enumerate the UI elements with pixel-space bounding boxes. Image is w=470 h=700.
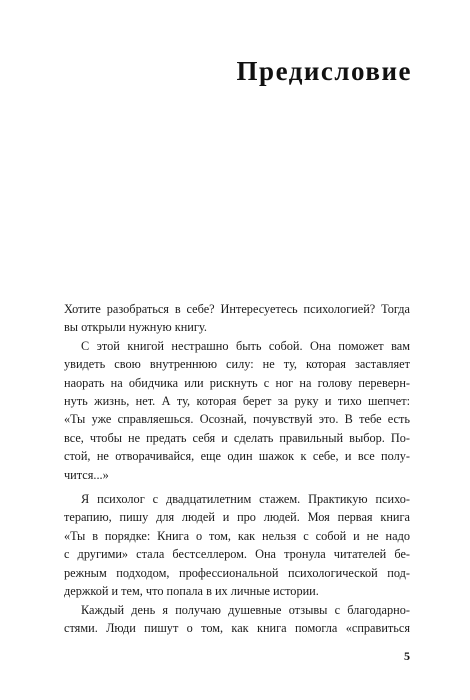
text-line: держкой и тем, что попала в их личные истории.: [64, 584, 319, 599]
text-line: Я психолог с двадцатилетним стажем. Практикую психо-: [81, 492, 410, 507]
chapter-title: Предисловие: [236, 56, 412, 86]
text-line: режным подходом, профессиональной психологической под-: [64, 565, 410, 580]
text-line: увидеть свою внутреннюю силу: не ту, которая заставляет: [64, 357, 410, 372]
body-text: [64, 300, 410, 637]
text-line: Хотите разобраться в себе? Интересуетесь психологией? Тогда: [64, 302, 410, 316]
text-line: вы открыли нужную книгу.: [64, 320, 207, 335]
text-line: стой, не отворачивайся, еще один шажок к себе, и все полу-: [64, 449, 410, 464]
text-line: С этой книгой нестрашно быть собой. Она поможет вам: [81, 338, 410, 353]
text-line: нуть жизнь, нет. А ту, которая берет за руку и тихо шепчет:: [64, 394, 410, 409]
text-line: все, чтобы не предать себя и сделать правильный выбор. По-: [64, 430, 410, 445]
page-number: 5: [404, 649, 410, 663]
text-line: терапию, пишу для людей и про людей. Моя первая книга: [64, 510, 410, 525]
text-line: «Ты уже справляешься. Осознай, почувствуй это. В тебе есть: [64, 412, 410, 427]
text-line: наорать на обидчика или рискнуть с ног на голову переверн-: [64, 375, 410, 390]
text-line: с другими» стала бестселлером. Она тронула читателей бе-: [64, 547, 410, 562]
text-line: «Ты в порядке: Книга о том, как нельзя с собой и не надо: [64, 528, 410, 543]
text-line: чится...»: [64, 467, 109, 482]
text-line: стями. Люди пишут о том, как книга помогла «справиться: [64, 620, 410, 635]
text-line: Каждый день я получаю душевные отзывы с благодарно-: [81, 602, 410, 617]
